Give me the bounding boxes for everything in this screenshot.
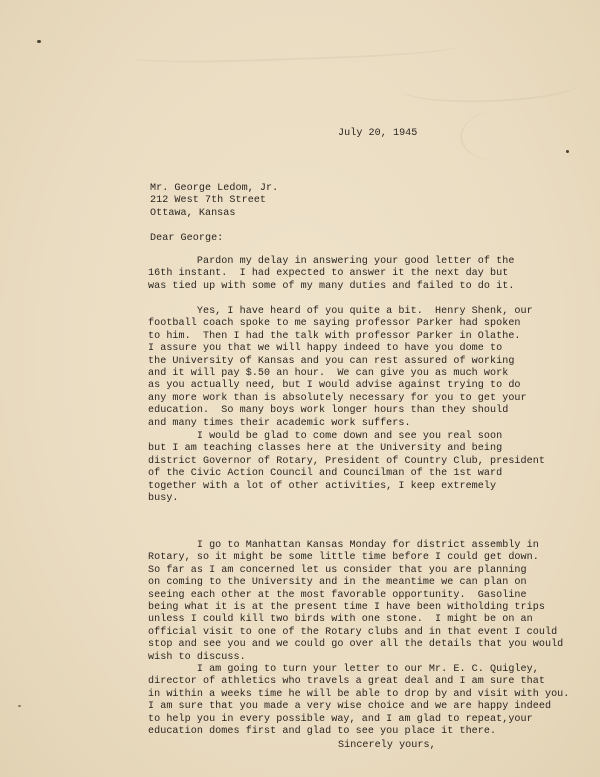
paragraph-line: was tied up with some of my many duties and failed to do it. [148,280,515,292]
paper-speck [566,150,569,153]
paragraph-line: in within a weeks time he will be able to drop by and visit with you. [148,688,570,700]
paragraph-4 [148,540,563,664]
recipient-name: Mr. George Ledom, Jr. [150,183,279,194]
letter-date: July 20, 1945 [338,128,418,139]
paragraph-line: of the Civic Action Council and Councilman of the 1st ward [148,468,503,480]
paragraph-line: but I am teaching classes here at the University and being [148,443,503,455]
recipient-address [150,183,278,220]
paragraph-line: and it will pay $.50 an hour. We can give you as much work [148,368,509,380]
paragraph-line: stop and see you and we could go over all the details that you would [148,639,564,651]
paragraph-3 [148,431,545,505]
closing: Sincerely yours, [338,740,436,751]
paragraph-line: education. So many boys work longer hours than they should [148,405,509,417]
paragraph-line: as you actually need, but I would advise against trying to do [148,380,521,392]
paragraph-line: 16th instant. I had expected to answer it the next day but [148,268,509,280]
paragraph-line: official visit to one of the Rotary clubs and in that event I could [148,626,558,638]
paragraph-line: Rotary, so it might be some little time before I could get down. [148,552,539,564]
paragraph-line: busy. [148,493,179,505]
paper-speck [37,40,41,43]
show-through-scribble [130,34,460,66]
show-through-scribble [399,67,580,105]
paragraph-line: I assure you that we will happy indeed to have you dome to [148,343,503,355]
salutation: Dear George: [150,233,224,244]
show-through-scribble [459,103,583,167]
paragraph-1 [148,256,514,293]
paragraph-5 [148,664,569,738]
paragraph-line: together with a lot of other activities, I keep extremely [148,480,497,492]
paragraph-line: unless I could kill two birds with one stone. I might be on an [148,614,533,626]
recipient-street: 212 West 7th Street [150,195,267,207]
recipient-city: Ottawa, Kansas [150,207,236,219]
paragraph-line: football coach spoke to me saying professor Parker had spoken [148,318,521,330]
paragraph-line: to him. Then I had the talk with professor Parker in Olathe. [148,330,521,342]
paragraph-line: the University of Kansas and you can rest assured of working [148,355,515,367]
paragraph-line: seeing each other at the most favorable opportunity. Gasoline [148,589,527,601]
paragraph-line: and many times their academic work suffers. [148,417,411,429]
paragraph-line: I go to Manhattan Kansas Monday for district assembly in [148,540,539,551]
paragraph-line: being what it is at the present time I have been witholding trips [148,602,545,614]
paper-speck [18,705,21,707]
paragraph-line: I am going to turn your letter to our Mr. E. C. Quigley, [148,664,539,675]
paragraph-line: education domes first and glad to see you place it there. [148,726,497,738]
paragraph-line: I am sure that you made a very wise choice and we are happy indeed [148,701,552,713]
paragraph-line: to help you in every possible way, and I am glad to repeat,your [148,713,533,725]
paragraph-line: So far as I am concerned let us consider that you are planning [148,564,527,576]
paragraph-line: Pardon my delay in answering your good letter of the [148,256,515,267]
paragraph-line: wish to discuss. [148,651,246,663]
paragraph-line: district Governor of Rotary, President of Country Club, president [148,455,545,467]
paragraph-2 [148,306,533,430]
paragraph-line: Yes, I have heard of you quite a bit. Henry Shenk, our [148,306,533,317]
paragraph-line: director of athletics who travels a great deal and I am sure that [148,676,545,688]
paragraph-line: I would be glad to come down and see you real soon [148,431,503,442]
paragraph-line: on coming to the University and in the meantime we can plan on [148,577,527,589]
paragraph-line: any more work than is absolutely necessary for you to get your [148,392,527,404]
